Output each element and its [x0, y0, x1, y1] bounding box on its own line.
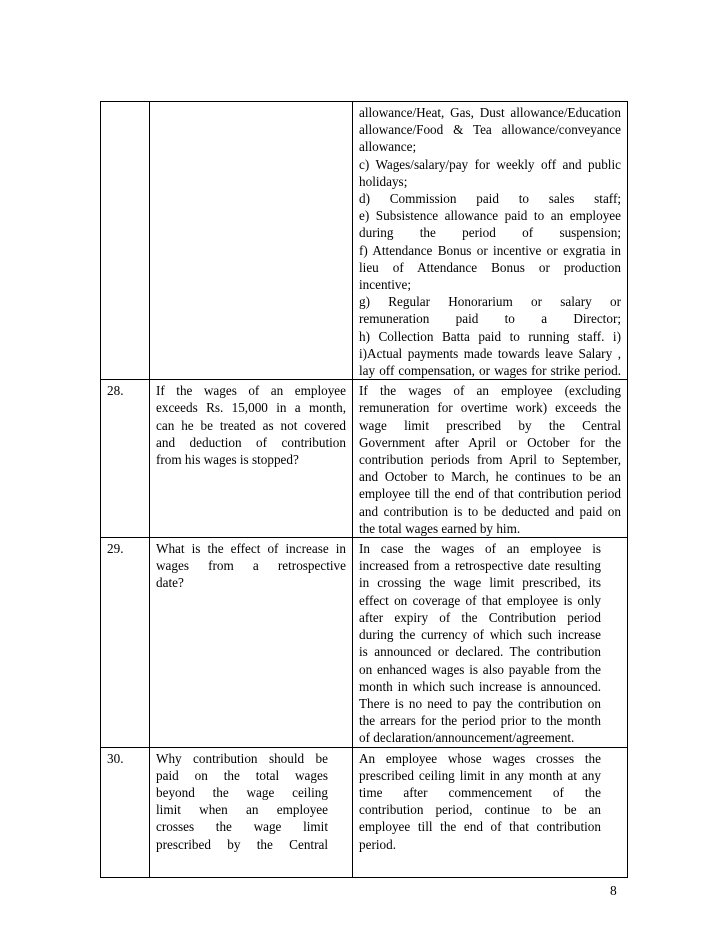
answer-line: contribution period, continue to be an [359, 802, 601, 818]
answer-line: the arrears for the period prior to the month [359, 713, 601, 729]
answer-line: incentive; [359, 277, 411, 293]
table-row [101, 538, 628, 747]
answer-line: after expiry of the Contribution period [359, 609, 601, 625]
answer-line: month in which such increase is announced. [359, 678, 601, 694]
answer-line: There is no need to pay the contribution on [359, 695, 601, 711]
answer-line: Government after April or October for the [359, 434, 621, 450]
answer-line: increased from a retrospective date resulting [359, 558, 601, 574]
answer-line: g) Regular Honorarium or salary or [359, 294, 621, 310]
table-row [101, 380, 628, 538]
answer-line: on enhanced wages is also payable from the [359, 661, 601, 677]
answer-line: An employee whose wages crosses the [359, 750, 601, 766]
answer-line: and contribution is to be deducted and paid on [359, 503, 621, 519]
answer-line: in crossing the wage limit prescribed, its [359, 575, 601, 591]
row-number-cell [101, 102, 150, 380]
question-line: paid on the total wages [156, 767, 328, 783]
answer-line: effect on coverage of that employee is only [359, 592, 601, 608]
question-line: prescribed by the Central [156, 836, 328, 852]
answer-line: during the period of suspension; [359, 225, 621, 241]
page-number: 8 [610, 883, 617, 898]
question-line: If the wages of an employee [156, 383, 346, 399]
answer-line: In case the wages of an employee is [359, 541, 601, 557]
question-line: wages from a retrospective [156, 558, 346, 574]
question-line: and deduction of contribution [156, 434, 346, 450]
answer-line: is announced or declared. The contribution [359, 644, 601, 660]
answer-line: employee till the end of that contribution period [359, 486, 621, 502]
row-number: 29. [107, 541, 124, 557]
row-number: 28. [107, 383, 124, 399]
table-row [101, 102, 628, 380]
question-cell [150, 380, 353, 538]
answer-cell [353, 747, 628, 877]
answer-line: c) Wages/salary/pay for weekly off and public [359, 156, 621, 172]
answer-line: i)Actual payments made towards leave Salary , [359, 345, 621, 361]
answer-cell [353, 380, 628, 538]
answer-line: e) Subsistence allowance paid to an employee [359, 208, 621, 224]
question-line: beyond the wage ceiling [156, 784, 328, 800]
question-line: What is the effect of increase in [156, 541, 346, 557]
question-line: date? [156, 575, 184, 591]
answer-line: f) Attendance Bonus or incentive or exgratia in [359, 242, 621, 258]
question-cell [150, 538, 353, 747]
answer-line: allowance/Heat, Gas, Dust allowance/Education [359, 105, 621, 120]
answer-line: remuneration paid to a Director; [359, 311, 621, 327]
question-line: limit when an employee [156, 802, 328, 818]
answer-line: of declaration/announcement/agreement. [359, 730, 575, 746]
answer-line: lay off compensation, or wages for strike period. [359, 363, 621, 379]
question-line: from his wages is stopped? [156, 452, 299, 468]
row-number: 30. [107, 750, 124, 766]
answer-line: allowance; [359, 139, 417, 155]
table-row [101, 747, 628, 877]
answer-line: period. [359, 836, 396, 852]
question-line: crosses the wage limit [156, 819, 328, 835]
answer-line: d) Commission paid to sales staff; [359, 191, 621, 207]
row-number-cell [101, 538, 150, 747]
answer-cell [353, 538, 628, 747]
answer-line: and October to March, he continues to be an [359, 469, 621, 485]
answer-line: during the currency of which such increase [359, 627, 601, 643]
answer-line: contribution periods from April to September, [359, 452, 621, 468]
answer-line: prescribed ceiling limit in any month at any [359, 767, 601, 783]
answer-line: time after commencement of the [359, 784, 601, 800]
answer-line: the total wages earned by him. [359, 520, 521, 536]
question-line: can he be treated as not covered [156, 417, 346, 433]
row-number-cell [101, 380, 150, 538]
answer-line: If the wages of an employee (excluding [359, 383, 621, 399]
answer-line: wage limit prescribed by the Central [359, 417, 621, 433]
question-line: Why contribution should be [156, 750, 328, 766]
question-cell [150, 102, 353, 380]
answer-line: holidays; [359, 173, 408, 189]
answer-line: lieu of Attendance Bonus or production [359, 259, 621, 275]
question-cell [150, 747, 353, 877]
answer-line: allowance/Food & Tea allowance/conveyance [359, 122, 621, 138]
answer-line: remuneration for overtime work) exceeds the [359, 400, 621, 416]
row-number-cell [101, 747, 150, 877]
answer-cell [353, 102, 628, 380]
answer-line: h) Collection Batta paid to running staff. i) [359, 328, 621, 344]
question-line: exceeds Rs. 15,000 in a month, [156, 400, 346, 416]
faq-table [100, 101, 628, 878]
answer-line: employee till the end of that contribution [359, 819, 601, 835]
